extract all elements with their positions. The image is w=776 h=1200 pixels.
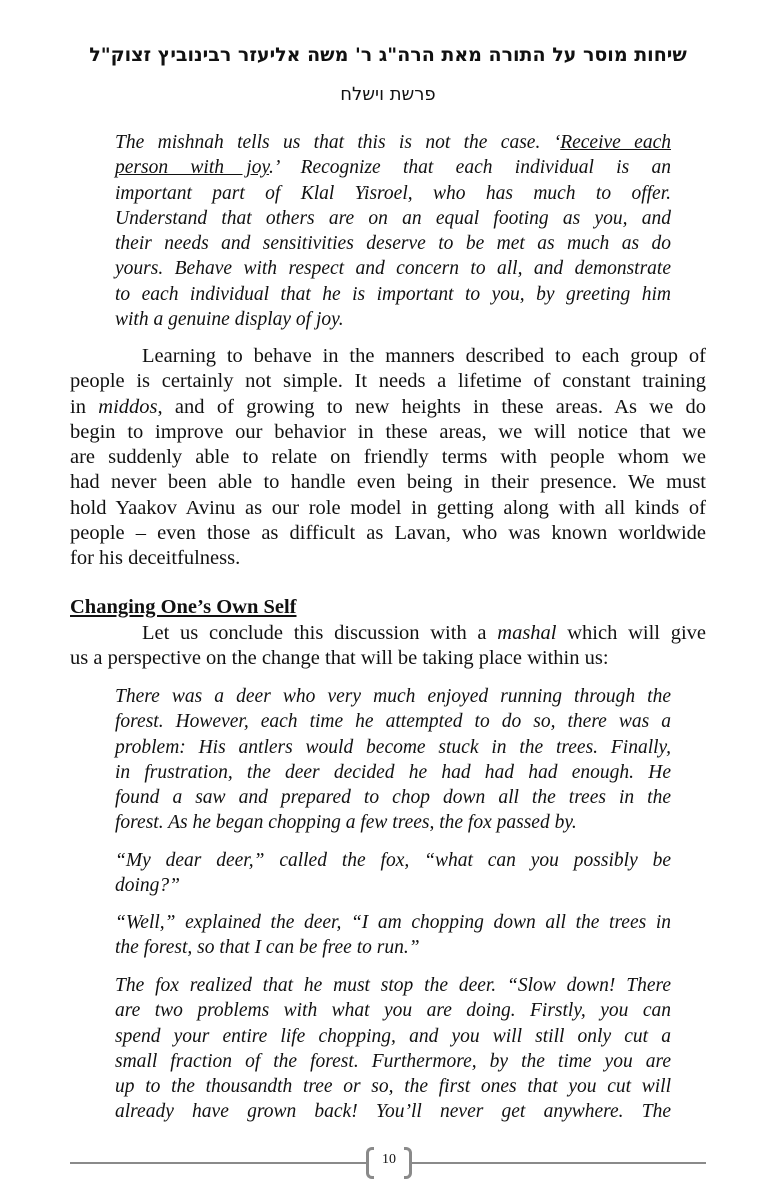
text-segment: The fox realized that he must stop the deer. “Slow down! There — [115, 975, 671, 996]
text-segment: important part of Klal Yisroel, who has much to offer. — [115, 182, 671, 204]
text-line — [115, 1074, 671, 1099]
text-segment: us a perspective on the change that will be taking place within us: — [70, 647, 609, 670]
section-heading: Changing One’s Own Self — [70, 596, 297, 618]
text-segment: are suddenly able to relate on friendly terms with people whom we — [70, 446, 706, 469]
italic-term: middos — [98, 395, 158, 418]
text-segment: doing?” — [115, 875, 181, 897]
text-segment: the forest, so that I can be free to run.” — [115, 937, 420, 959]
text-line — [115, 684, 671, 709]
text-line — [115, 935, 671, 960]
text-line — [115, 206, 671, 231]
block-quote — [115, 848, 671, 899]
text-line — [70, 546, 706, 571]
text-line — [115, 282, 671, 307]
text-segment: Learning to behave in the manners described to each group of — [142, 345, 706, 367]
text-line — [70, 369, 706, 394]
text-segment: in frustration, the deer decided he had had had enough. He — [115, 761, 671, 783]
text-segment: hold Yaakov Avinu as our role model in getting along with all kinds of — [70, 496, 706, 519]
text-segment: begin to improve our behavior in these areas, we will notice that we — [70, 420, 706, 443]
text-line — [115, 998, 671, 1023]
text-line — [115, 760, 671, 785]
text-line — [115, 910, 671, 935]
text-segment: problem: His antlers would become stuck in the trees. Finally, — [115, 736, 671, 758]
paragraph — [70, 621, 706, 672]
text-line — [115, 181, 671, 206]
text-line — [115, 256, 671, 281]
text-segment: forest. As he began chopping a few trees, the fox passed by. — [115, 812, 577, 834]
text-segment: “My dear deer,” called the fox, “what can you possibly be — [115, 850, 671, 871]
text-segment: forest. However, each time he attempted to do so, there was a — [115, 711, 671, 733]
block-quote — [115, 130, 671, 332]
text-line — [70, 395, 706, 420]
text-segment: small fraction of the forest. Furthermore, by the time you are — [115, 1050, 671, 1072]
text-segment: are two problems with what you are doing. Firstly, you can — [115, 1000, 671, 1022]
text-line — [70, 445, 706, 470]
text-line — [115, 231, 671, 256]
text-segment: spend your entire life chopping, and you will still only cut a — [115, 1025, 671, 1047]
block-quote — [115, 973, 671, 1125]
text-segment: their needs and sensitivities deserve to be met as much as do — [115, 233, 671, 255]
text-line — [70, 621, 706, 646]
text-line — [115, 155, 671, 180]
text-line — [115, 785, 671, 810]
page-number: 10 — [382, 1152, 396, 1167]
text-line — [70, 420, 706, 445]
text-segment: for his deceitfulness. — [70, 547, 241, 570]
text-line — [70, 496, 706, 521]
text-segment: had never been able to handle even being in their presence. We must — [70, 471, 706, 494]
text-segment: yours. Behave with respect and concern to all, and demonstrate — [115, 258, 671, 280]
text-segment: with a genuine display of joy. — [115, 309, 344, 331]
text-line — [115, 307, 671, 332]
text-line — [115, 735, 671, 760]
text-line — [115, 973, 671, 998]
text-segment: already have grown back! You’ll never get anywhere. The — [115, 1101, 671, 1123]
text-segment: which will give — [556, 622, 706, 644]
text-segment: There was a deer who very much enjoyed running through the — [115, 686, 671, 707]
text-line — [70, 521, 706, 546]
block-quote — [115, 684, 671, 836]
text-line — [115, 130, 671, 155]
text-segment: The mishnah tells us that this is not the case. ‘ — [115, 132, 561, 153]
text-segment: .’ Recognize that each individual is an — [269, 157, 671, 179]
text-segment: , and of growing to new heights in these areas. As we do — [157, 395, 706, 418]
paragraph — [70, 344, 706, 572]
text-segment: people – even those as difficult as Lavan, who was known worldwide — [70, 522, 706, 545]
text-segment: to each individual that he is important to you, by greeting him — [115, 283, 671, 305]
text-line — [115, 810, 671, 835]
text-segment: “Well,” explained the deer, “I am chopping down all the trees in — [115, 912, 671, 933]
text-segment: Understand that others are on an equal footing as you, and — [115, 207, 671, 229]
footer-rule-left — [70, 1162, 368, 1164]
running-header-title: שיחות מוסר על התורה מאת הרה"ג ר' משה אליעזר רבינוביץ זצוק"ל — [89, 44, 687, 66]
running-header-parsha: פרשת וישלח — [340, 84, 436, 105]
text-segment: in — [70, 395, 99, 418]
text-line — [115, 709, 671, 734]
block-quote — [115, 910, 671, 961]
text-line — [115, 1049, 671, 1074]
text-line — [115, 1024, 671, 1049]
text-segment: found a saw and prepared to chop down all the trees in the — [115, 787, 671, 809]
text-line — [70, 646, 706, 671]
text-segment: up to the thousandth tree or so, the first ones that you cut will — [115, 1076, 671, 1098]
text-line — [70, 344, 706, 369]
italic-term: mashal — [497, 622, 557, 644]
text-segment: people is certainly not simple. It needs a lifetime of constant training — [70, 370, 706, 393]
text-line — [115, 848, 671, 873]
text-line — [115, 873, 671, 898]
text-line — [70, 470, 706, 495]
text-segment: Let us conclude this discussion with a — [142, 622, 498, 644]
underlined-text: person with joy — [115, 157, 270, 179]
underlined-text: Receive each — [560, 132, 671, 153]
footer-rule-right — [410, 1162, 706, 1164]
text-line — [115, 1099, 671, 1124]
